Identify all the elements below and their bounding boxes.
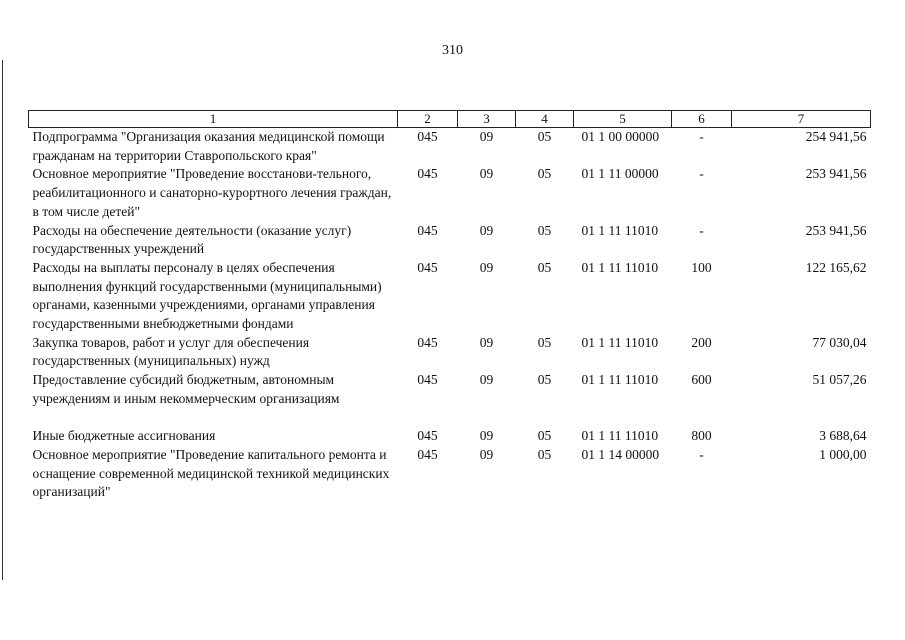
row-subsection-code: 05 [537, 222, 552, 238]
row-target-article: 01 1 11 11010 [581, 222, 659, 238]
row-ministry-code: 045 [417, 222, 438, 238]
row-name: Подпрограмма "Организация оказания медицинской помощи гражданам на территории Ставропольского края" [32, 129, 385, 163]
row-subsection-code: 05 [537, 446, 552, 462]
row-section-code: 09 [479, 166, 494, 182]
row-amount: 253 941,56 [805, 222, 867, 238]
row-expense-type: - [699, 166, 704, 182]
budget-table [28, 110, 871, 502]
row-target-article: 01 1 11 00000 [581, 166, 659, 182]
row-name: Расходы на обеспечение деятельности (оказание услуг) государственных учреждений [32, 222, 352, 257]
row-section-code: 09 [479, 222, 494, 238]
table-row [29, 128, 871, 166]
row-target-article: 01 1 11 11010 [581, 428, 659, 444]
row-name: Иные бюджетные ассигнования [32, 428, 216, 444]
row-expense-type: - [699, 446, 704, 462]
row-target-article: 01 1 11 11010 [581, 259, 659, 275]
row-section-code: 09 [479, 334, 494, 350]
row-ministry-code: 045 [417, 428, 438, 444]
column-header: 7 [732, 111, 871, 128]
row-amount: 3 688,64 [819, 428, 867, 444]
column-header: 3 [458, 111, 516, 128]
row-expense-type: 200 [691, 334, 712, 350]
table-row [29, 222, 871, 259]
row-expense-type: - [699, 129, 704, 144]
row-name: Расходы на выплаты персоналу в целях обеспечения выполнения функций государственными (муниципальными) органами, казенными учреждениями, органами управления государственными внебюджетными фондами [32, 259, 382, 332]
row-name: Основное мероприятие "Проведение капитального ремонта и оснащение современной медицинской техникой медицинских организаций" [32, 446, 390, 500]
row-section-code: 09 [479, 446, 494, 462]
row-amount: 77 030,04 [812, 334, 867, 350]
column-header: 6 [672, 111, 732, 128]
table-row [29, 446, 871, 502]
table-row [29, 259, 871, 334]
row-subsection-code: 05 [537, 334, 552, 350]
row-ministry-code: 045 [417, 372, 438, 388]
row-ministry-code: 045 [417, 334, 438, 350]
row-section-code: 09 [479, 372, 494, 388]
page-number: 310 [442, 43, 463, 58]
row-ministry-code: 045 [417, 166, 438, 182]
column-header: 1 [29, 111, 398, 128]
row-expense-type: - [699, 222, 704, 238]
row-ministry-code: 045 [417, 446, 438, 462]
row-amount: 51 057,26 [812, 372, 867, 388]
row-ministry-code: 045 [417, 259, 438, 275]
row-amount: 122 165,62 [805, 259, 867, 275]
row-target-article: 01 1 14 00000 [581, 446, 660, 462]
row-section-code: 09 [479, 428, 494, 444]
column-header: 2 [398, 111, 458, 128]
table-row [29, 371, 871, 427]
row-amount: 253 941,56 [805, 166, 867, 182]
row-section-code: 09 [479, 129, 494, 144]
row-expense-type: 800 [691, 428, 712, 444]
row-subsection-code: 05 [537, 259, 552, 275]
row-name: Основное мероприятие "Проведение восстанови-тельного, реабилитационного и санаторно-курортного лечения граждан, в том числе детей" [32, 166, 392, 219]
row-name: Закупка товаров, работ и услуг для обеспечения государственных (муниципальных) нужд [32, 334, 310, 369]
row-subsection-code: 05 [537, 428, 552, 444]
row-ministry-code: 045 [417, 129, 438, 144]
row-target-article: 01 1 11 11010 [581, 372, 659, 388]
table-row [29, 427, 871, 446]
row-amount: 1 000,00 [819, 446, 867, 462]
table-header-row [29, 111, 871, 128]
row-amount: 254 941,56 [805, 129, 867, 144]
row-subsection-code: 05 [537, 166, 552, 182]
row-expense-type: 600 [691, 372, 712, 388]
row-name: Предоставление субсидий бюджетным, автономным учреждениям и иным некоммерческим организациям [32, 372, 340, 406]
table-row [29, 165, 871, 221]
row-expense-type: 100 [691, 259, 712, 275]
row-target-article: 01 1 11 11010 [581, 334, 659, 350]
row-subsection-code: 05 [537, 372, 552, 388]
column-header: 4 [516, 111, 574, 128]
row-section-code: 09 [479, 259, 494, 275]
row-target-article: 01 1 00 00000 [581, 129, 660, 144]
left-margin-rule [2, 60, 3, 580]
row-subsection-code: 05 [537, 129, 552, 144]
table-row [29, 334, 871, 371]
column-header: 5 [574, 111, 672, 128]
